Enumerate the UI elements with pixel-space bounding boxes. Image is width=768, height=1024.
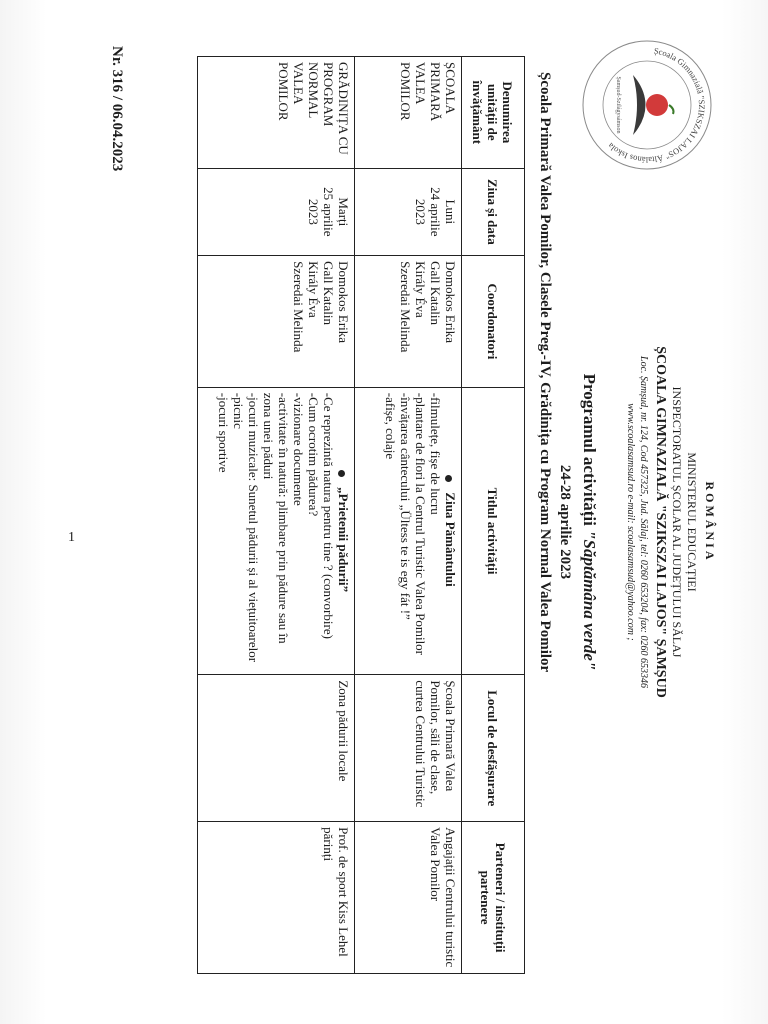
document-number: Nr. 316 / 06.04.2023	[109, 46, 125, 172]
letterhead-inspectorate: INSPECTORATUL ȘCOLAR AL JUDEȚULUI SĂLAJ	[670, 386, 684, 658]
partners-cell	[198, 822, 355, 974]
title-quoted: "Săptămâna verde"	[580, 530, 599, 671]
day-cell	[198, 168, 355, 255]
rotated-document	[59, 32, 729, 1012]
logo-bottom-text: Șamșud-Szilágysámson	[615, 76, 621, 134]
day-cell	[355, 168, 462, 255]
coordinator-name: Domokos Erika	[443, 261, 458, 344]
letterhead-web: www.scoalasamsud.ro e-mail: scoalasamsud@yahoo.com ;	[625, 403, 636, 641]
activity-line: -afișe, colaje	[383, 392, 398, 460]
bullet-icon	[338, 470, 345, 477]
table-row	[198, 57, 355, 974]
column-header-coordinators: Coordonatori	[462, 256, 525, 388]
unit-cell: GRĂDINIȚA CU PROGRAM NORMAL VALEA POMILOR	[198, 57, 355, 169]
activity-line: -Ce reprezintă natura pentru tine ? (convorbire)	[321, 392, 336, 639]
activity-line: -Cum ocrotim pădurea?	[306, 392, 321, 517]
letterhead-address: Loc. Șamșud, nr. 124, Cod 457325, Jud. Sălaj, tel: 0260 653204, fax: 0260 653346	[638, 356, 649, 688]
activity-line: -jocuri sportive	[216, 392, 231, 473]
page-number: 1	[68, 530, 75, 545]
column-header-day: Ziua și data	[462, 168, 525, 255]
activity-line: -activitate în natură: plimbare prin pădure sau în zona unei păduri	[261, 392, 291, 644]
activity-line: -învățarea cântecului „Ültess te is egy fát !”	[398, 392, 413, 620]
activity-line: -filmulețe, fișe de lucru	[428, 392, 443, 515]
activity-heading	[336, 393, 351, 670]
letterhead-ministry: MINISTERUL EDUCAȚIEI	[685, 452, 699, 592]
activity-line: -vizionare documente	[291, 392, 306, 506]
coordinator-name: Gall Katalin	[321, 261, 336, 325]
activity-line: -jocuri muzicale: Sunetul pădurii și al viețuitoarelor	[246, 392, 261, 663]
activity-line: -picnic	[231, 392, 246, 429]
column-header-title: Titlul activității	[462, 387, 525, 675]
column-header-unit: Denumirea unității de învățământ	[462, 57, 525, 169]
activity-cell	[198, 387, 355, 675]
coordinator-name: Szeredai Melinda	[398, 261, 413, 353]
coordinator-name: Király Éva	[306, 261, 321, 318]
activity-title: „Prietenii pădurii”	[336, 487, 351, 593]
letterhead-school-name: ȘCOALA GIMNAZIALĂ "SZIKSZAI LAJOS" ȘAMȘUD	[653, 346, 668, 698]
unit-cell: ȘCOALA PRIMARĂ VALEA POMILOR	[355, 57, 462, 169]
table-row	[355, 57, 462, 974]
bullet-icon	[445, 475, 452, 482]
activity-line: -plantare de flori la Centrul Turistic Valea Pomilor	[413, 392, 428, 656]
activity-heading	[443, 393, 458, 670]
document-title	[579, 32, 599, 1012]
activity-cell	[355, 387, 462, 675]
coordinator-name: Szeredai Melinda	[291, 261, 306, 353]
title-prefix: Programul activității	[580, 373, 599, 531]
day-date: 24 aprilie 2023	[413, 187, 443, 237]
activity-title: Ziua Pământului	[443, 492, 458, 587]
partners-cell: Angajații Centrului turistic Valea Pomilor	[355, 822, 462, 974]
letterhead-country: ROMÂNIA	[703, 481, 717, 563]
coordinators-cell	[198, 256, 355, 388]
coordinator-name: Király Éva	[413, 261, 428, 318]
column-header-partners: Parteneri / instituții partenere	[462, 822, 525, 974]
coordinators-cell	[355, 256, 462, 388]
place-cell: Zona pădurii locale	[198, 675, 355, 822]
coordinator-name: Gall Katalin	[428, 261, 443, 325]
coordinator-name: Domokos Erika	[336, 261, 351, 344]
document-dates: 24-28 aprilie 2023	[557, 464, 573, 580]
day-name: Luni	[443, 199, 458, 225]
activities-table	[197, 56, 525, 974]
column-header-place: Locul de desfășurare	[462, 675, 525, 822]
table-header-row	[462, 57, 525, 974]
place-cell: Școala Primară Valea Pomilor, săli de clase, curtea Centrului Turistic	[355, 675, 462, 822]
partner-name: Prof. de sport Kiss Lehel	[336, 827, 351, 957]
day-date: 25 aprilie 2023	[306, 187, 336, 237]
partner-extra: părinți	[321, 827, 336, 862]
day-name: Marți	[336, 197, 351, 227]
document-subtitle: Școala Primară Valea Pomilor, Clasele Preg.-IV, Grădinița cu Program Normal Valea Pomilor	[537, 72, 553, 673]
logo-ring-text: Școala Gimnazială "SZIKSZAI LAJOS" Általános Iskola	[605, 45, 708, 166]
